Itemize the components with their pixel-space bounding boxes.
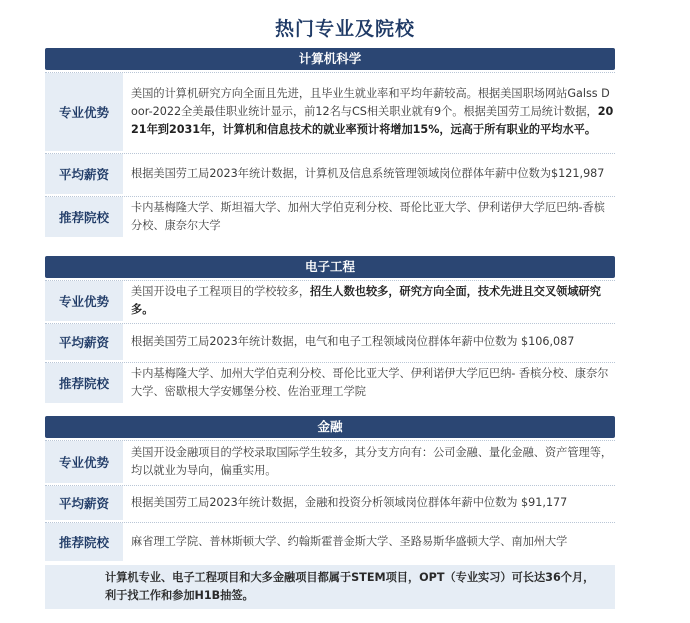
row-salary	[45, 485, 615, 520]
row-salary	[45, 323, 615, 360]
row-label: 推荐院校	[45, 197, 123, 237]
row-label: 推荐院校	[45, 363, 123, 403]
row-advantage	[45, 280, 615, 321]
row-label: 专业优势	[45, 281, 123, 321]
row-text: 美国的计算机研究方向全面且先进，且毕业生就业率和平均年薪较高。根据美国职场网站Galss Door-2022全美最佳职业统计显示，前12名与CS相关职业就有9个。根据美国劳工局统计数据，	[131, 87, 610, 118]
row-content: 美国开设金融项目的学校录取国际学生较多，其分支方向有：公司金融、量化金融、资产管理等，均以就业为导向，偏重实用。	[131, 446, 613, 477]
row-content: 卡内基梅隆大学、斯坦福大学、加州大学伯克利分校、哥伦比亚大学、伊利诺伊大学厄巴纳-香槟分校、康奈尔大学	[131, 201, 605, 232]
row-content: 根据美国劳工局2023年统计数据，计算机及信息系统管理领域岗位群体年薪中位数为$121,987	[131, 167, 605, 180]
section-header: 金融	[45, 416, 615, 438]
section-finance	[45, 416, 615, 561]
row-content: 根据美国劳工局2023年统计数据，电气和电子工程领域岗位群体年薪中位数为 $106,087	[131, 335, 575, 348]
row-content: 卡内基梅隆大学、加州大学伯克利分校、哥伦比亚大学、伊利诺伊大学厄巴纳- 香槟分校、康奈尔大学、密歇根大学安娜堡分校、佐治亚理工学院	[131, 367, 609, 398]
row-label: 专业优势	[45, 441, 123, 483]
row-schools	[45, 522, 615, 561]
row-content	[123, 83, 615, 141]
row-text: 美国开设电子工程项目的学校较多，	[131, 285, 311, 298]
row-label: 推荐院校	[45, 523, 123, 561]
row-content: 麻省理工学院、普林斯顿大学、约翰斯霍普金斯大学、圣路易斯华盛顿大学、南加州大学	[131, 535, 568, 548]
section-header: 计算机科学	[45, 48, 615, 70]
row-label: 平均薪资	[45, 324, 123, 360]
row-schools	[45, 196, 615, 237]
row-bold-text: 招生人数也较多，研究方向全面，技术先进且交叉领域研究多。	[131, 285, 601, 316]
row-advantage	[45, 72, 615, 151]
section-header: 电子工程	[45, 256, 615, 278]
row-label: 专业优势	[45, 73, 123, 151]
row-label: 平均薪资	[45, 486, 123, 520]
row-schools	[45, 362, 615, 403]
row-salary	[45, 153, 615, 194]
section-computer-science	[45, 48, 615, 237]
row-content: 根据美国劳工局2023年统计数据，金融和投资分析领域岗位群体年薪中位数为 $91,177	[131, 496, 568, 509]
row-content	[123, 281, 615, 321]
page-title: 热门专业及院校	[274, 18, 415, 40]
row-label: 平均薪资	[45, 154, 123, 194]
row-advantage	[45, 440, 615, 483]
stem-note: 计算机专业、电子工程项目和大多金融项目都属于STEM项目，OPT（专业实习）可长达36个月，利于找工作和参加H1B抽签。	[45, 565, 615, 609]
section-electrical-engineering	[45, 256, 615, 403]
row-bold-text: 2021年到2031年，计算机和信息技术的就业率预计将增加15%，远高于所有职业的平均水平。	[131, 105, 614, 136]
